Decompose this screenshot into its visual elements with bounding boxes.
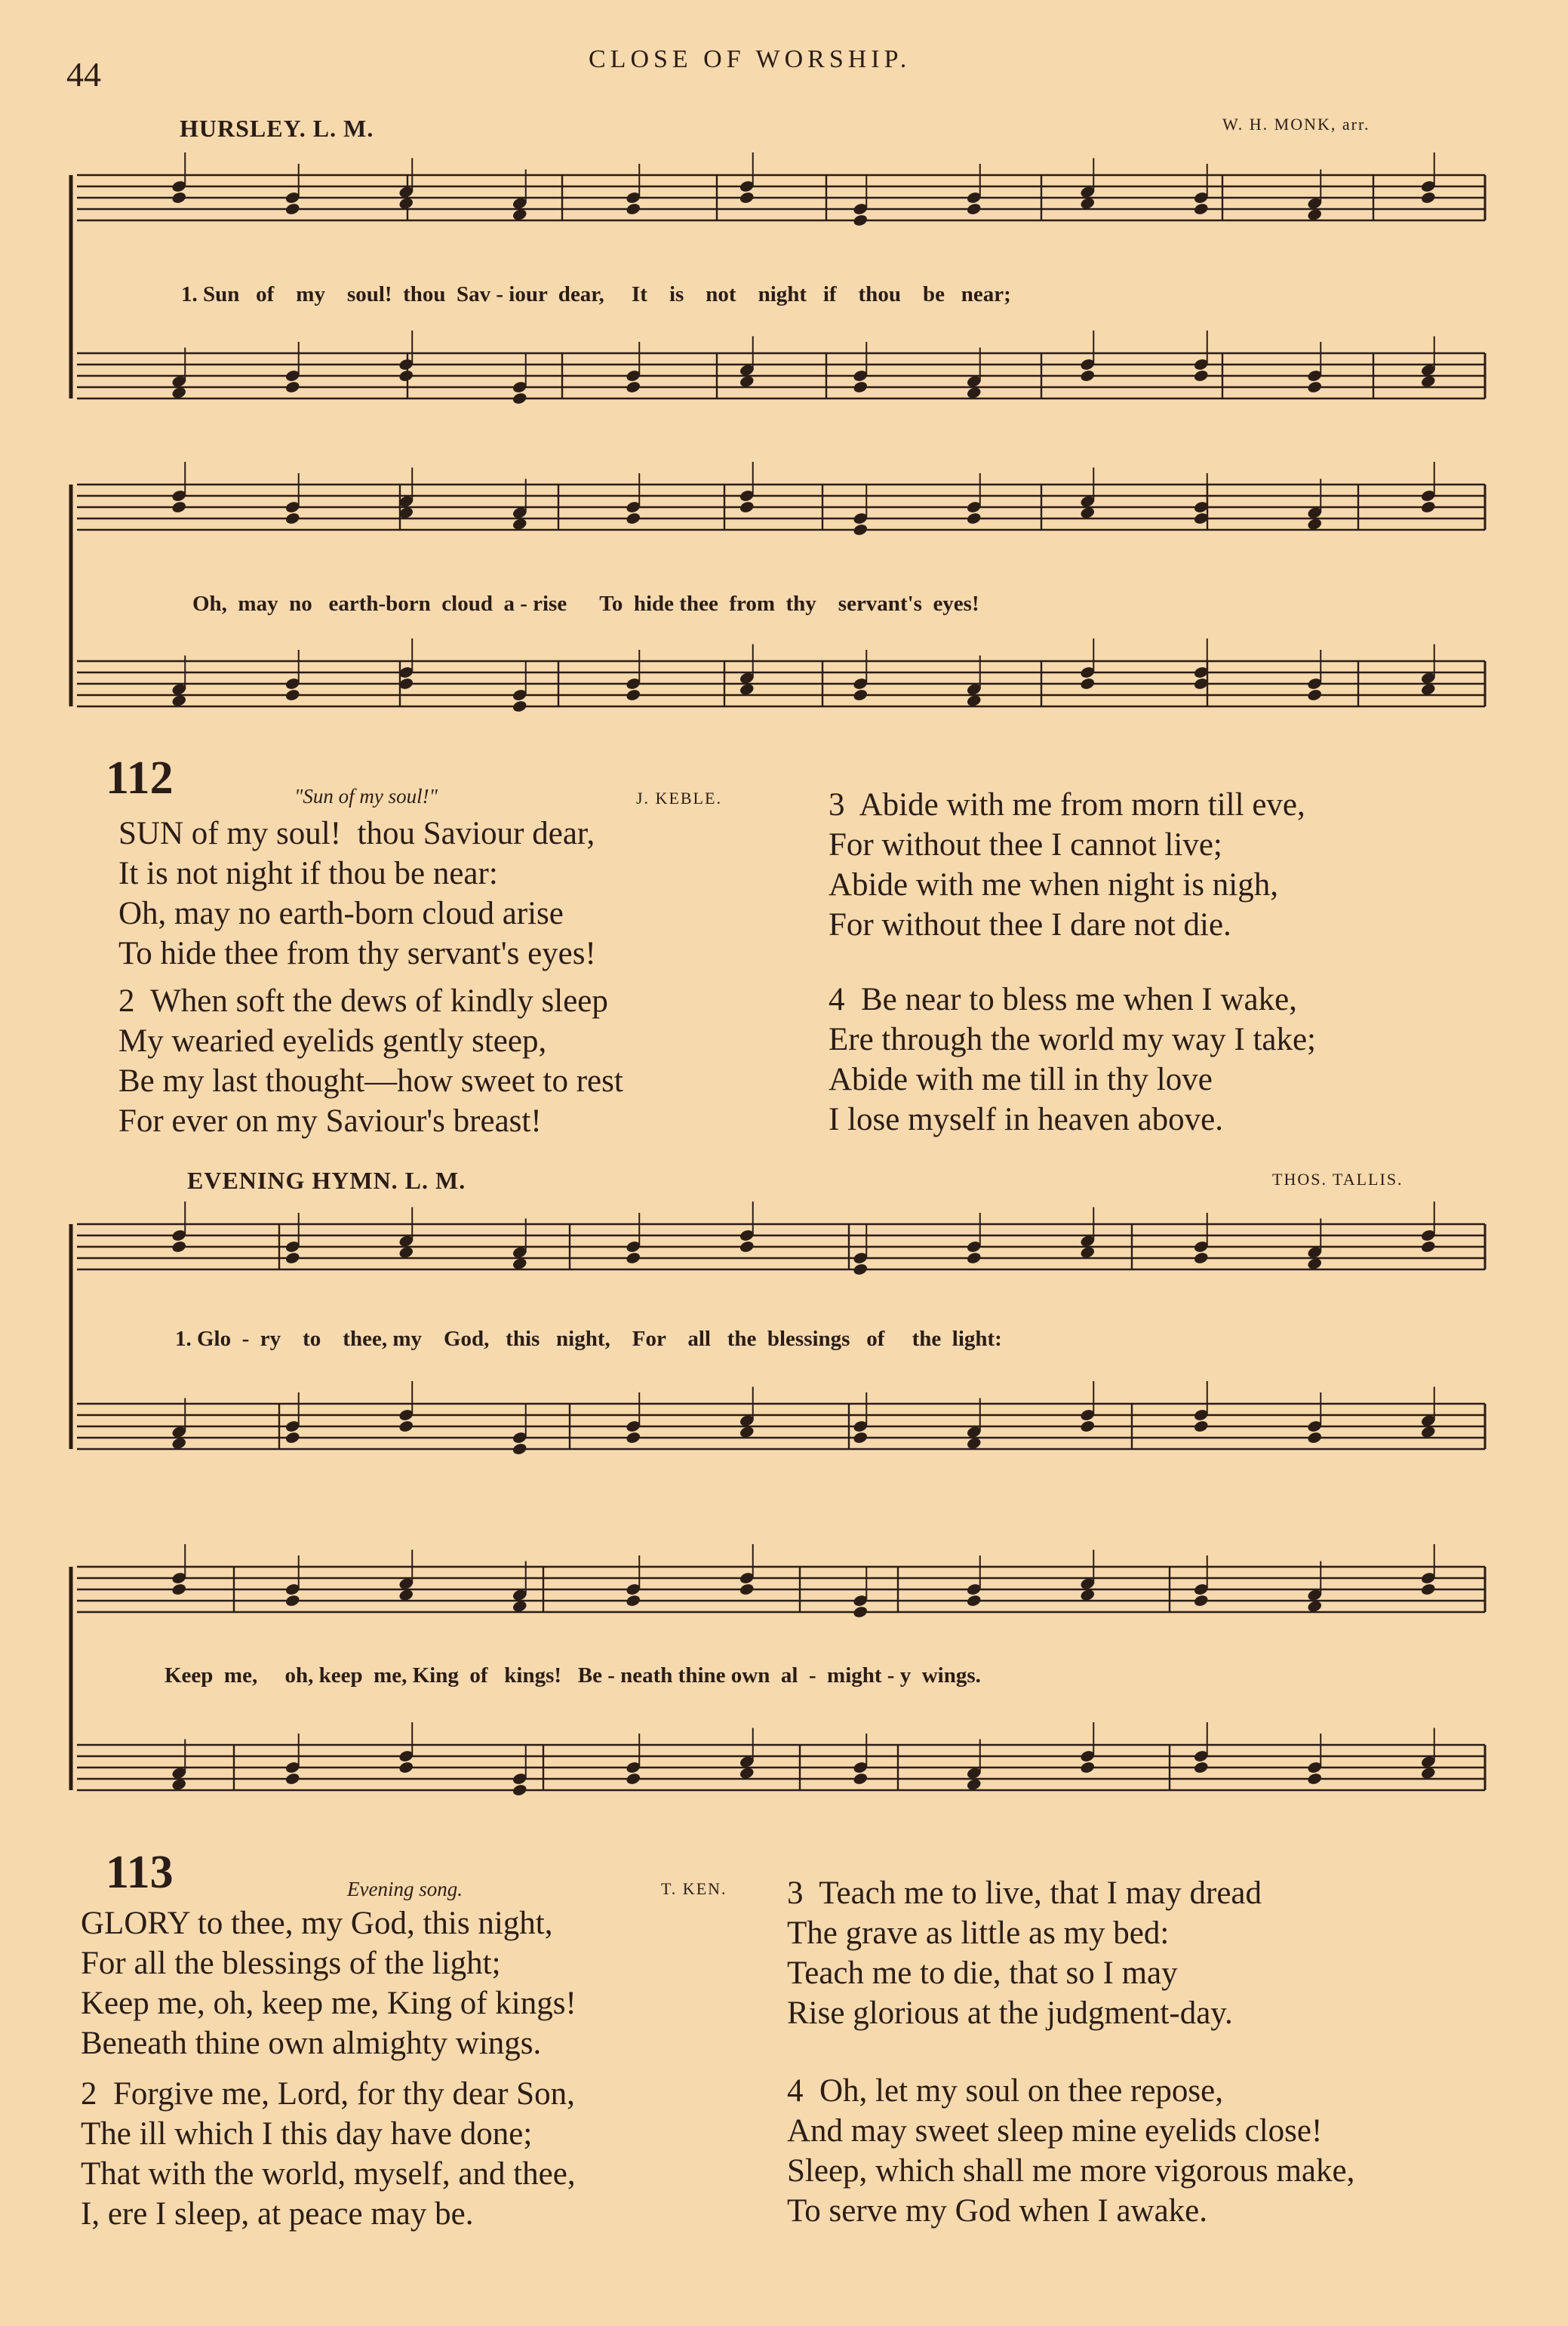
notehead [853,1263,869,1276]
notehead [512,1442,527,1456]
notehead [1193,369,1209,383]
notehead [284,512,300,525]
notehead [739,500,755,514]
notehead [739,1240,755,1254]
notehead [1193,1761,1209,1774]
notehead [853,380,869,394]
notehead [171,1240,187,1254]
notehead [626,688,641,702]
tune-name-hursley: HURSLEY. L. M. [180,115,374,142]
notehead [284,1772,300,1786]
notehead [284,1251,300,1265]
notehead [1307,688,1323,702]
notehead [171,1583,187,1596]
notehead [398,369,414,383]
notehead [171,500,187,514]
notehead [284,202,300,216]
notehead [1420,1240,1436,1254]
notehead [512,392,527,405]
notehead [966,1594,982,1608]
notehead [171,191,187,205]
tune-composer-evening-hymn: THOS. TALLIS. [1272,1170,1404,1189]
hymn-number-113: 113 [106,1847,174,1898]
hymn-113-verse-3: 3 Teach me to live, that I may dread The grave as little as my bed: Teach me to die, that so I may Rise glorious at the judgment-day. [787,1875,1262,2031]
notehead [1420,500,1436,514]
hymn-113-verse-4: 4 Oh, let my soul on thee repose, And may sweet sleep mine eyelids close! Sleep, which shall me more vigorous make, To serve my God when I awake. [787,2073,1355,2229]
notehead [1193,1251,1209,1265]
tune1-lyrics-line2: Oh, may no earth-born cloud a - rise To hide thee from thy servant's eyes! [192,592,979,616]
notehead [739,191,755,205]
notehead [284,1594,300,1608]
notehead [853,688,869,702]
tune2-lyrics-line2: Keep me, oh, keep me, King of kings! Be - neath thine own al - might - y wings. [164,1663,981,1688]
notehead [398,1761,414,1774]
hymn-113-subtitle: Evening song. [347,1878,463,1900]
tune-composer-hursley: W. H. MONK, arr. [1222,115,1370,134]
hymn-112-author: J. KEBLE. [636,789,722,808]
hymn-113-verse-1: GLORY to thee, my God, this night, For all the blessings of the light; Keep me, oh, keep me, King of kings! Beneath thine own almighty wings. [81,1906,576,2061]
notehead [1193,202,1209,216]
hymn-number-112: 112 [106,752,174,804]
notehead [1193,1594,1209,1608]
tune-name-evening-hymn: EVENING HYMN. L. M. [187,1167,466,1194]
notehead [626,380,641,394]
notehead [1193,1420,1209,1433]
hymn-112-verse-1: SUN of my soul! thou Saviour dear, It is not night if thou be near: Oh, may no earth-born cloud arise To hide thee from thy servant's eyes! [118,816,596,971]
notehead [853,214,869,227]
notehead [626,1431,641,1445]
hymn-113-verse-2: 2 Forgive me, Lord, for thy dear Son, The ill which I this day have done; That with the world, myself, and thee, I, ere I sleep, at peace may be. [81,2076,576,2232]
notehead [1420,191,1436,205]
notehead [1080,369,1096,383]
notehead [284,1431,300,1445]
notehead [1080,1761,1096,1774]
notehead [626,202,641,216]
hymn-113-author: T. KEN. [661,1879,727,1898]
notehead [1080,677,1096,691]
notehead [626,1594,641,1608]
notehead [512,700,527,713]
notehead [853,523,869,537]
hymn-112-verse-2: 2 When soft the dews of kindly sleep My wearied eyelids gently steep, Be my last thought—how sweet to rest For ever on my Saviour's breast! [118,983,623,1139]
hymn-112-verse-4: 4 Be near to bless me when I wake, Ere through the world my way I take; Abide with me till in thy love I lose myself in heaven above. [829,982,1317,1137]
notehead [966,512,982,525]
hymn-112-verse-3: 3 Abide with me from morn till eve, For without thee I cannot live; Abide with me when night is nigh, For without thee I dare not die. [829,787,1305,943]
page-header: CLOSE OF WORSHIP. [589,45,912,73]
notehead [1420,1583,1436,1596]
notehead [853,1605,869,1619]
notehead [739,1583,755,1596]
notehead [853,1772,869,1786]
notehead [626,512,641,525]
page-number: 44 [66,55,101,94]
notehead [626,1772,641,1786]
notehead [1307,1772,1323,1786]
notehead [284,688,300,702]
tune1-lyrics-line1: 1. Sun of my soul! thou Sav - iour dear, It is not night if thou be near; [181,282,1011,306]
notehead [1307,380,1323,394]
notehead [284,380,300,394]
notehead [966,202,982,216]
tune2-lyrics-line1: 1. Glo - ry to thee, my God, this night, For all the blessings of the light: [175,1327,1002,1351]
notehead [966,1251,982,1265]
notehead [512,1783,527,1797]
hymn-112-subtitle: "Sun of my soul!" [294,785,438,808]
notehead [1080,1420,1096,1433]
notehead [853,1431,869,1445]
notehead [398,1420,414,1433]
notehead [626,1251,641,1265]
notehead [1307,1431,1323,1445]
